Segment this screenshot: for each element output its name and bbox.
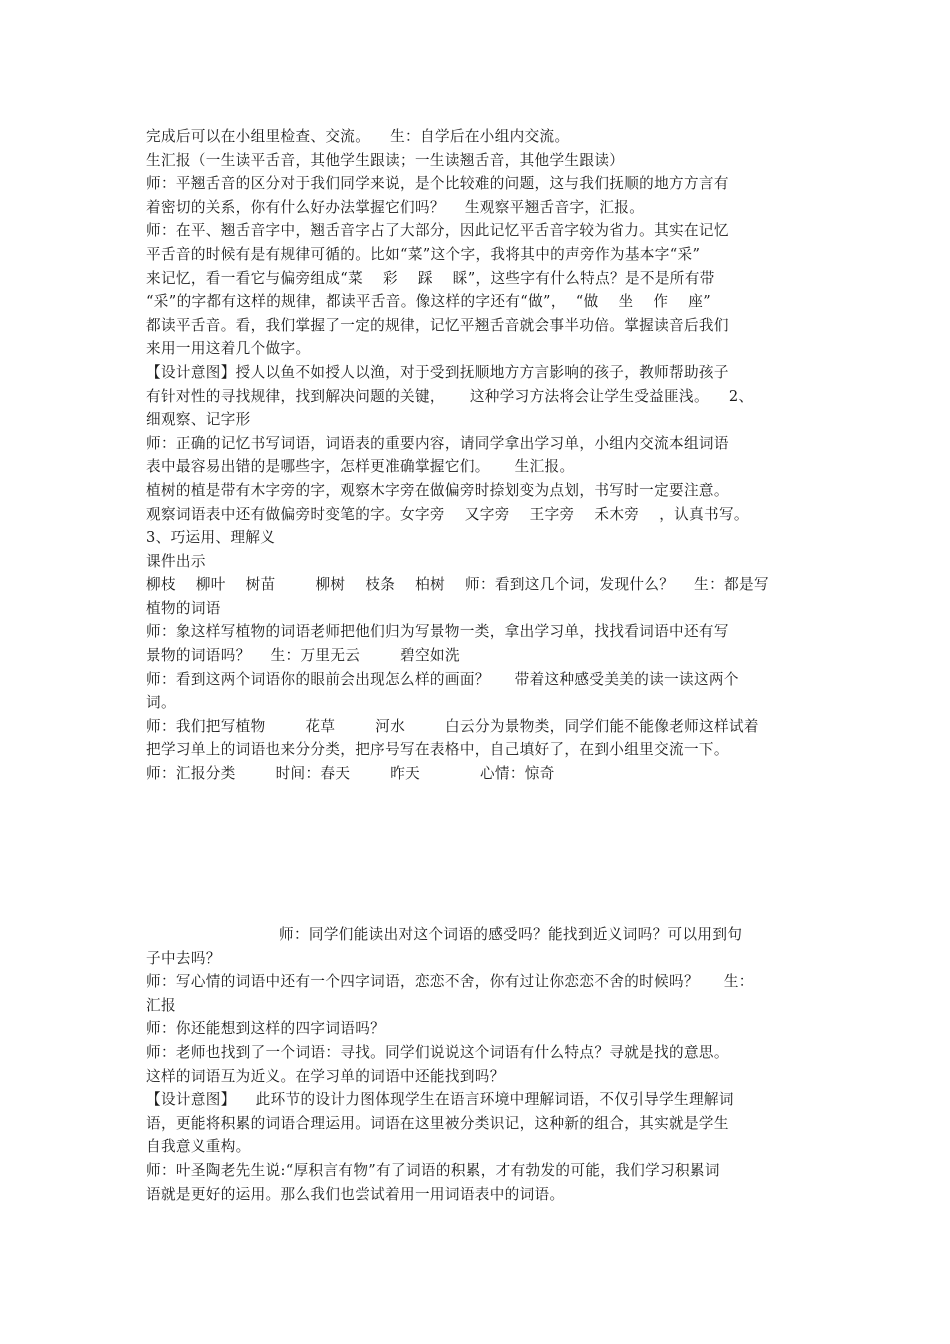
text-section-bottom xyxy=(146,923,814,1206)
text-line: 师：同学们能读出对这个词语的感受吗？能找到近义词吗？可以用到句 xyxy=(279,926,743,943)
text-line: 子中去吗？ xyxy=(146,949,221,967)
text-line: 师：叶圣陶老先生说:“厚积言有物”有了词语的积累，才有勃发的可能，我们学习积累词 xyxy=(146,1161,720,1179)
text-line: 植物的词语 xyxy=(146,599,221,617)
text-line: 观察词语表中还有做偏旁时变笔的字。女字旁 又字旁 王字旁 禾木旁 ，认真书写。 xyxy=(146,505,749,523)
text-line: 汇报 xyxy=(146,996,176,1014)
text-line: 师：汇报分类 时间：春天 昨天 心情：惊奇 xyxy=(146,765,555,783)
text-line: 师：正确的记忆书写词语，词语表的重要内容，请同学拿出学习单，小组内交流本组词语 xyxy=(146,434,729,452)
text-line: 来记忆，看一看它与偏旁组成“菜 彩 踩 睬”，这些字有什么特点？是不是所有带 xyxy=(146,269,715,287)
text-line: 这样的词语互为近义。在学习单的词语中还能找到吗？ xyxy=(146,1067,505,1085)
text-line: 把学习单上的词语也来分分类，把序号写在表格中，自己填好了，在到小组里交流一下。 xyxy=(146,741,729,759)
text-line: 师：老师也找到了一个词语：寻找。同学们说说这个词语有什么特点？寻就是找的意思。 xyxy=(146,1043,729,1061)
text-line: 生汇报（一生读平舌音，其他学生跟读；一生读翘舌音，其他学生跟读） xyxy=(146,151,625,169)
text-line: 来用一用这着几个做字。 xyxy=(146,340,311,358)
text-line: “采”的字都有这样的规律，都读平舌音。像这样的字还有“做”， “做 坐 作 座” xyxy=(146,293,712,311)
text-line: 完成后可以在小组里检查、交流。 生：自学后在小组内交流。 xyxy=(146,128,570,145)
text-line: 师：我们把写植物 花草 河水 白云分为景物类，同学们能不能像老师这样试着 xyxy=(146,717,759,735)
text-line: 师：看到这两个词语你的眼前会出现怎么样的画面？ 带着这种感受美美的读一读这两个 xyxy=(146,670,739,688)
text-line: 【设计意图】 此环节的设计力图体现学生在语言环境中理解词语，不仅引导学生理解词 xyxy=(146,1091,734,1109)
text-line: 【设计意图】授人以鱼不如授人以渔，对于受到抚顺地方方言影响的孩子，教师帮助孩子 xyxy=(146,363,729,381)
text-line: 师：象这样写植物的词语老师把他们归为写景物一类，拿出学习单，找找看词语中还有写 xyxy=(146,623,729,641)
text-line: 植树的植是带有木字旁的字，观察木字旁在做偏旁时捺划变为点划，书写时一定要注意。 xyxy=(146,481,729,499)
text-line: 自我意义重构。 xyxy=(146,1138,251,1156)
text-line: 语就是更好的运用。那么我们也尝试着用一用词语表中的词语。 xyxy=(146,1185,565,1203)
text-line: 师：平翘舌音的区分对于我们同学来说，是个比较难的问题，这与我们抚顺的地方方言有 xyxy=(146,175,729,193)
text-line: 课件出示 xyxy=(146,552,206,570)
text-section-top xyxy=(146,125,814,786)
text-line: 细观察、记字形 xyxy=(146,411,251,429)
text-line: 师：写心情的词语中还有一个四字词语，恋恋不舍，你有过让你恋恋不舍的时候吗？ 生： xyxy=(146,973,754,991)
text-line: 词。 xyxy=(146,694,176,712)
section-heading: 3、巧运用、理解义 xyxy=(146,529,276,547)
text-line: 柳枝 柳叶 树苗 柳树 枝条 柏树 师：看到这几个词，发现什么？ 生：都是写 xyxy=(146,576,769,594)
text-line: 语，更能将积累的词语合理运用。词语在这里被分类识记，这种新的组合，其实就是学生 xyxy=(146,1114,729,1132)
text-line: 师：在平、翘舌音字中，翘舌音字占了大部分，因此记忆平舌音字较为省力。其实在记忆 xyxy=(146,222,729,240)
text-line: 表中最容易出错的是哪些字，怎样更准确掌握它们。 生汇报。 xyxy=(146,458,575,476)
text-line: 师：你还能想到这样的四字词语吗？ xyxy=(146,1020,386,1038)
text-line: 平舌音的时候有是有规律可循的。比如“菜”这个字，我将其中的声旁作为基本字“采” xyxy=(146,245,701,263)
text-line: 着密切的关系，你有什么好办法掌握它们吗？ 生观察平翘舌音字，汇报。 xyxy=(146,198,645,216)
text-line: 都读平舌音。看，我们掌握了一定的规律，记忆平翘舌音就会事半功倍。掌握读音后我们 xyxy=(146,316,729,334)
text-line: 有针对性的寻找规律，找到解决问题的关键， 这种学习方法将会让学生受益匪浅。 2、 xyxy=(146,387,754,405)
text-line: 景物的词语吗？ 生：万里无云 碧空如洗 xyxy=(146,647,460,665)
